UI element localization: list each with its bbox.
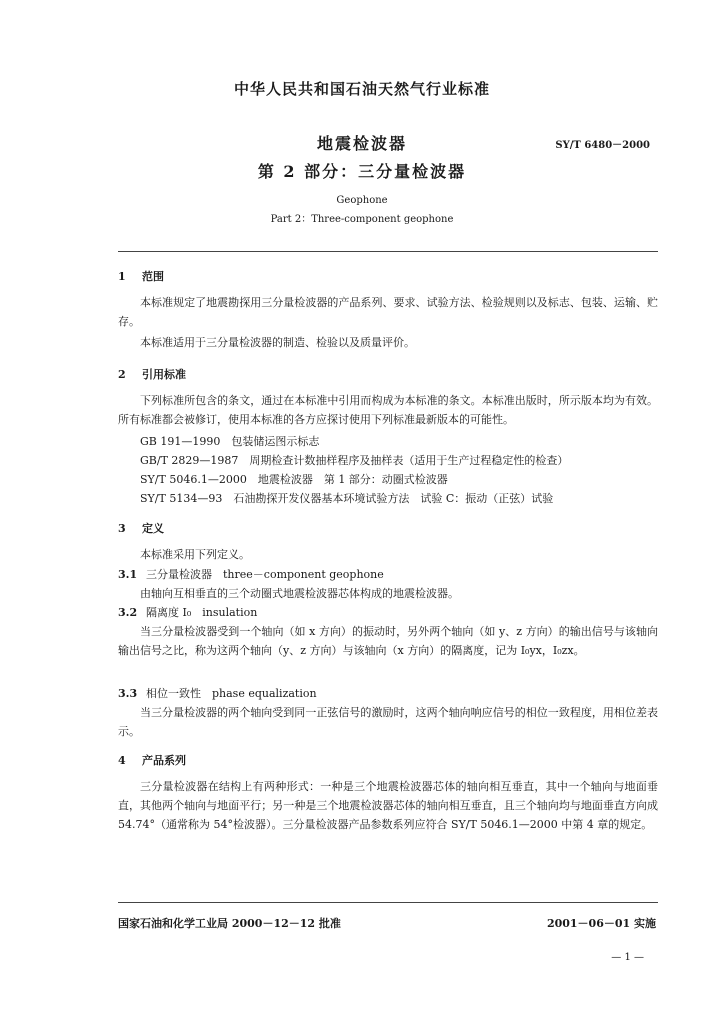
footer-divider bbox=[118, 902, 658, 903]
section-number: 4 bbox=[118, 754, 126, 767]
section-number: 3 bbox=[118, 522, 126, 535]
clause-number: 3.1 bbox=[118, 568, 138, 581]
definition-term: 隔离度 I₀ insulation bbox=[146, 606, 258, 619]
english-title: Geophone bbox=[336, 195, 388, 206]
definition-3-1 bbox=[118, 566, 384, 582]
section-title: 范围 bbox=[142, 270, 164, 283]
approval-date: 国家石油和化学工业局 2000－12－12 批准 bbox=[118, 917, 341, 930]
clause-number: 3.2 bbox=[118, 606, 138, 619]
section-title: 产品系列 bbox=[142, 754, 186, 767]
section-number: 2 bbox=[118, 368, 126, 381]
clause-number: 3.3 bbox=[118, 687, 138, 700]
header-divider bbox=[118, 251, 658, 252]
page-number: — 1 — bbox=[611, 952, 644, 963]
effective-date: 2001－06－01 实施 bbox=[546, 917, 656, 930]
reference-item: SY/T 5134—93 石油勘探开发仪器基本环境试验方法 试验 C：振动（正弦）试验 bbox=[140, 492, 554, 505]
paragraph: 本标准规定了地震勘探用三分量检波器的产品系列、要求、试验方法、检验规则以及标志、包装、运输、贮存。 bbox=[118, 296, 658, 328]
section-2-heading bbox=[118, 366, 186, 382]
document-title: 地震检波器 bbox=[316, 134, 407, 153]
definition-text: 当三分量检波器的两个轴向受到同一正弦信号的激励时，这两个轴向响应信号的相位一致程度，用相位差表示。 bbox=[118, 706, 658, 738]
section-1-heading bbox=[118, 268, 164, 284]
definition-term: 三分量检波器 three－component geophone bbox=[146, 568, 384, 581]
reference-item: GB 191—1990 包装储运图示标志 bbox=[140, 435, 320, 448]
section-3-heading bbox=[118, 520, 164, 536]
reference-item: SY/T 5046.1—2000 地震检波器 第 1 部分：动圈式检波器 bbox=[140, 473, 448, 486]
paragraph: 下列标准所包含的条文，通过在本标准中引用而构成为本标准的条文。本标准出版时，所示版本均为有效。所有标准都会被修订，使用本标准的各方应探讨使用下列标准最新版本的可能性。 bbox=[118, 394, 658, 426]
definition-3-2 bbox=[118, 604, 257, 620]
reference-item: GB/T 2829—1987 周期检查计数抽样程序及抽样表（适用于生产过程稳定性的检查） bbox=[140, 454, 569, 467]
definition-term: 相位一致性 phase equalization bbox=[146, 687, 317, 700]
english-subtitle: Part 2：Three-component geophone bbox=[270, 214, 454, 225]
issuing-organization: 中华人民共和国石油天然气行业标准 bbox=[233, 80, 490, 98]
section-title: 定义 bbox=[142, 522, 164, 535]
section-4-heading bbox=[118, 752, 186, 768]
section-title: 引用标准 bbox=[142, 368, 186, 381]
definition-3-3 bbox=[118, 685, 317, 701]
definition-text: 由轴向互相垂直的三个动圈式地震检波器芯体构成的地震检波器。 bbox=[140, 587, 459, 600]
standard-code: SY/T 6480－2000 bbox=[555, 140, 650, 151]
document-subtitle: 第 2 部分：三分量检波器 bbox=[257, 162, 467, 181]
paragraph: 本标准适用于三分量检波器的制造、检验以及质量评价。 bbox=[140, 336, 415, 349]
definition-text: 当三分量检波器受到一个轴向（如 x 方向）的振动时，另外两个轴向（如 y、z 方向）的输出信号与该轴向输出信号之比，称为这两个轴向（y、z 方向）与该轴向（x 方向）的隔离度，记为 I₀yx，I₀zx。 bbox=[118, 625, 658, 657]
paragraph: 本标准采用下列定义。 bbox=[140, 548, 250, 561]
paragraph: 三分量检波器在结构上有两种形式：一种是三个地震检波器芯体的轴向相互垂直，其中一个轴向与地面垂直，其他两个轴向与地面平行；另一种是三个地震检波器芯体的轴向相互垂直，且三个轴向均与地面垂直方向成 54.74°（通常称为 54°检波器）。三分量检波器产品参数系列应符合 SY/T 5046.1—2000 中第 4 章的规定。 bbox=[118, 780, 658, 831]
section-number: 1 bbox=[118, 270, 126, 283]
